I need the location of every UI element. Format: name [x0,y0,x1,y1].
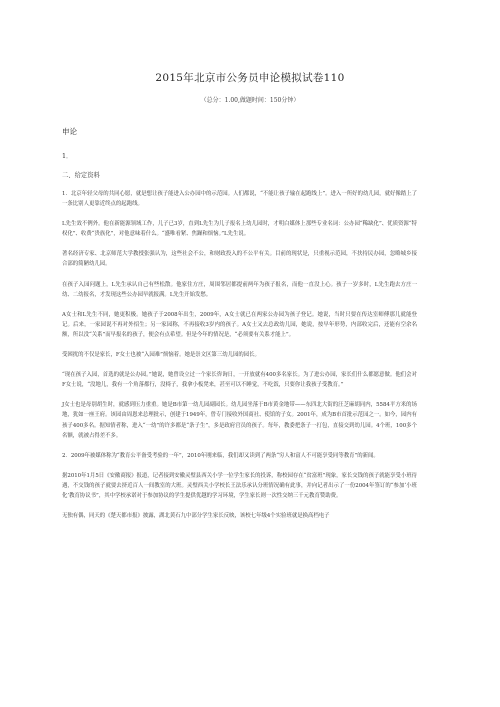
paragraph: “现在孩子入园，首选的就是公办园。”她说，她曾设立过一个家长咨询日，一开放就有400多名家长。为了进公办园，家长们什么都愿意做。他们会对F女士说，“没地儿，我有一个角落都行，没椅子，我拿小板凳来，甚至可以不睡觉，不吃饭，只要你让我孩子受教育。” [62,372,417,389]
paragraph: 受困扰的不仅是家长，F女士也被“入园难”烦恼着。她是崇文区第三幼儿园的园长。 [62,352,260,359]
document-body [62,126,417,531]
document-title: 2015年北京市公务员申论模拟试卷110 [155,72,345,84]
paragraph: 无独有偶，同天的《楚天都市报》披露，湖北黄石九中部分学生家长反映，该校七年级4个实验班就是换高档电子 [62,513,330,520]
section-heading: 申论 [62,127,77,136]
paragraph: L先生效不例外。他在新能源领域工作，儿子已3岁，直到L先生为儿子报名上幼儿园时，才明白媒体上那些专业名词：公办园“稀缺化”、优质资源“特权化”、收费“贵族化”，对他意味着什么。“盛唯看紧、焦躁和烦恼。”L先生说。 [62,221,417,238]
paragraph: 1．北京年轻父母的共同心愿，就是想让孩子能进入公办园中的示范园。人们都说，“不能让孩子输在起跑线上”。进入一所好的幼儿园，就好像踏上了一条比别人更靠近终点的起跑线。 [62,191,417,208]
paragraph: J女士也是母别胡生时，就感到压力重重。她是B市第一幼儿园副园长。幼儿园坐落于B市黄金地带——东四北大街的汪芝麻胡同内，5584平方米的场地，犹如一座王府。该园由周恩来总理批示，创建于1949年，曾专门接收外国商社、使馆的子女。2001年，成为B市首批示范园之一。如今，园内有孩子400多名。据知情者称，进入“一幼”的许多都是“条子生”，多是政府官员的孩子。每年，教委把条子一打包，直接交到幼儿园。4个班，100多个名额，就被占得差不多。 [62,402,417,439]
paragraph: A女士和L先生不同，她更积极。她孩子于2008年出生，2009年，A女士就已在两家公办园为孩子登记。她说，当时只要在传达室师傅那儿就能登记。后来，一家园说不再对外招生；另一家园称，不再接收3岁内的孩子。A女士又去总政幼儿园，她说，按早年形势，内部收完后，还能有空余名额，所以没“关系”而早报名的孩子，便会有点希望。但是今年的情况是，“必须要有关系才能上”。 [62,311,417,338]
paragraph: 在孩子入园问题上，L先生承认自己有些松散。他家住方庄，周围邻居都提前两年为孩子报名，而他一直没上心。孩子一岁多时，L先生跑去方庄一幼、二幼报名，才发现这些公办园早就报满。L先生开始发愁。 [62,281,417,298]
paragraph: 著名经济专家、北京师范大学教授张强认为，这些社会不公，和财政投入的不公平有关。目前的现状是，只重视示范园，不扶持民办园，忽略城乡接合部的简陋幼儿园。 [62,251,417,268]
paragraph: 据2010年1月5日《安徽商报》报道，记者接到安徽灵璧县西关小学一位学生家长的投诉，称校园存在“贫富班”现象，家长交钱的孩子就能享受小班待遇，不交钱的孩子就要去挤近百人一间教室的大班。灵璧西关小学校长王法乐承认分班情况确有此事，并向记者出示了一份2004年签订的“参加‘小班化’教育协议书”，其中学校承诺对于参加协议的学生提供优越的学习环境，学生家长则一次性交纳三千元教育赞助费。 [62,472,417,499]
materials-heading: 二、给定资料 [62,172,100,179]
document-subtitle: （总分：1.00,做题时间：150分钟） [200,97,300,104]
item-number: 1． [62,153,73,160]
paragraph: 2．2009年被媒体称为“教育公平备受考验的一年”，2010年刚来临，我们却又读到了两条“穷人和富人不可能享受同等教育”的新闻。 [62,452,379,459]
